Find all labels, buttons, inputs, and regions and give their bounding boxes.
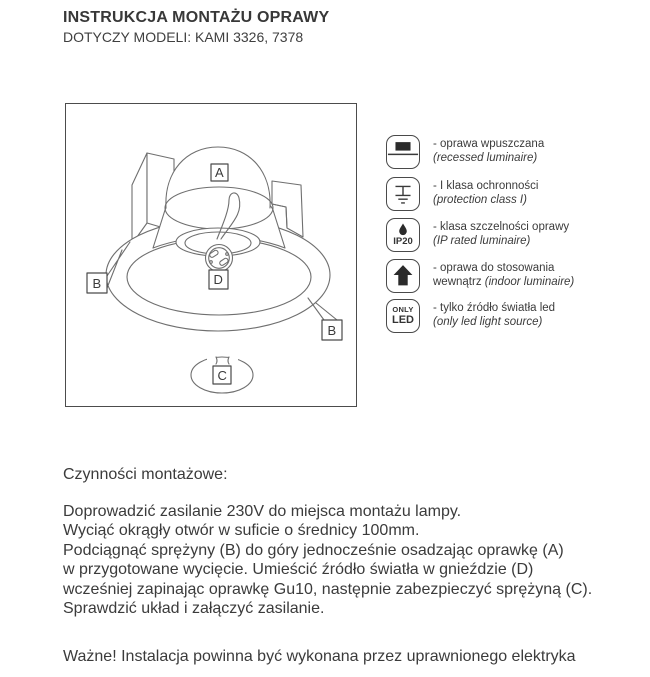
droplet-icon <box>396 223 410 236</box>
legend-row-recessed <box>386 135 616 175</box>
instruction-line: wcześniej zapinając oprawkę Gu10, następnie zabezpieczyć sprężyną (C). <box>63 580 593 598</box>
luminaire-diagram <box>65 103 357 407</box>
led-text: LED <box>392 313 414 326</box>
page-title: INSTRUKCJA MONTAŻU OPRAWY <box>63 9 330 26</box>
instruction-line: Doprowadzić zasilanie 230V do miejsca montażu lampy. <box>63 503 462 520</box>
gu10-bulb <box>206 245 233 272</box>
section-heading: Czynności montażowe: <box>63 466 228 483</box>
ip20-text: IP20 <box>393 236 413 248</box>
indoor-luminaire-icon <box>386 259 420 293</box>
warning-text: Ważne! Instalacja powinna być wykonana przez uprawnionego elektryka <box>63 648 576 665</box>
ip20-icon <box>386 218 420 252</box>
legend-label-pl: - oprawa do stosowania <box>433 262 555 274</box>
only-led-icon <box>386 299 420 333</box>
protection-class-1-icon <box>386 177 420 211</box>
label-d: D <box>213 272 223 287</box>
instruction-line: Wyciąć okrągły otwór w suficie o średnicy 100mm. <box>63 522 420 540</box>
label-b-right: B <box>327 323 337 338</box>
instruction-line: Sprawdzić układ i załączyć zasilanie. <box>63 600 325 618</box>
page-subtitle: DOTYCZY MODELI: KAMI 3326, 7378 <box>63 29 304 45</box>
instruction-line: w przygotowane wycięcie. Umieścić źródło światła w gnieździe (D) <box>63 561 534 579</box>
legend-label-en: (protection class I) <box>433 194 527 206</box>
label-b-left: B <box>92 276 102 291</box>
legend-label-en: (recessed luminaire) <box>433 152 538 164</box>
legend-row-class1 <box>386 177 616 217</box>
legend-row-ip20 <box>386 218 616 258</box>
instruction-line: Podciągnąć sprężyny (B) do góry jednocześnie osadzając oprawkę (A) <box>63 541 564 559</box>
legend-label-mixed: wewnątrz (indoor luminaire) <box>433 276 575 288</box>
label-a: A <box>215 165 224 180</box>
legend-label-en: (IP rated luminaire) <box>433 235 531 247</box>
legend-label-pl: - klasa szczelności oprawy <box>433 221 570 233</box>
label-c: C <box>217 368 227 383</box>
legend-row-indoor <box>386 259 616 299</box>
legend-label-pl: - I klasa ochronności <box>433 180 539 192</box>
luminaire-drawing <box>66 104 355 405</box>
legend-label-pl: - oprawa wpuszczana <box>433 138 545 150</box>
legend-row-only-led <box>386 299 616 339</box>
only-text: ONLY <box>392 305 414 315</box>
instruction-paragraph <box>63 502 592 618</box>
legend-label-pl: - tylko źródło światła led <box>433 302 556 314</box>
recessed-luminaire-icon <box>386 135 420 169</box>
legend-label-en: (only led light source) <box>433 316 543 328</box>
